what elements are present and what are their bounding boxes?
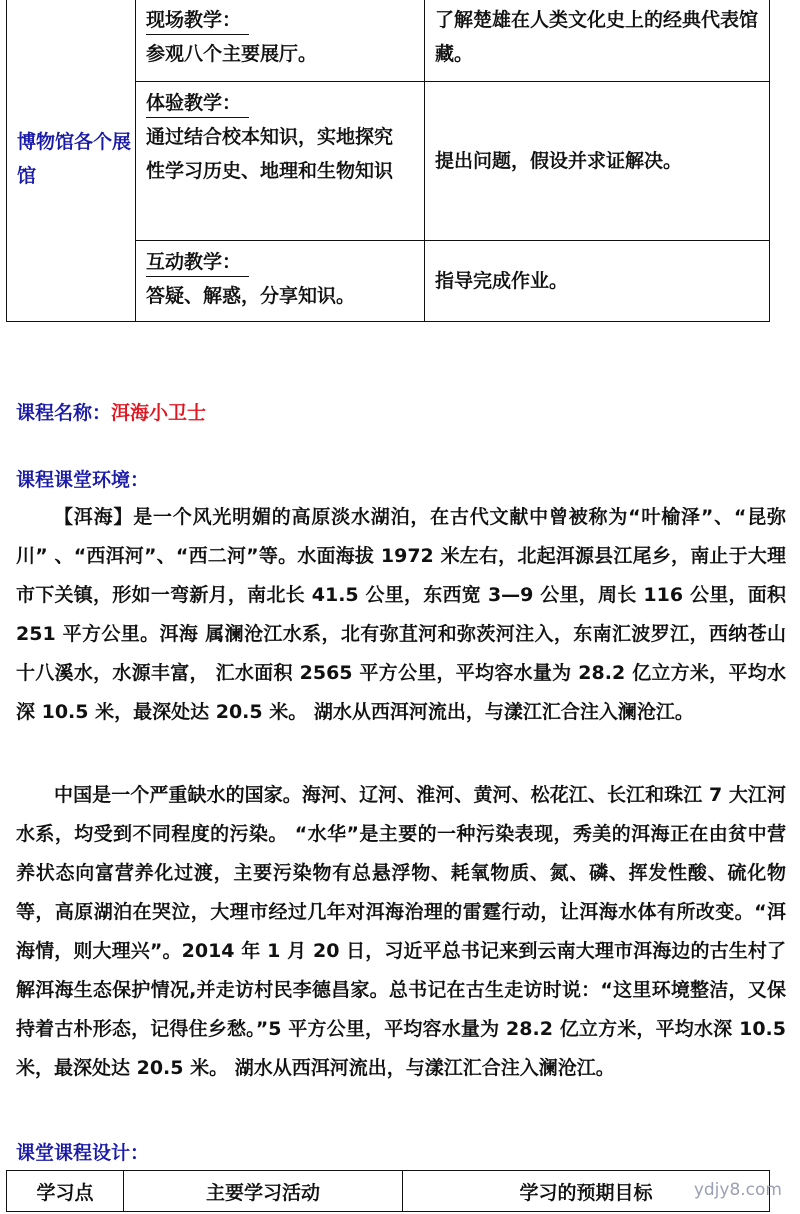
method-label: 互动教学：	[146, 248, 249, 277]
course-activity-table	[6, 0, 770, 322]
method-cell	[136, 241, 425, 322]
table-header-row	[7, 1171, 770, 1212]
paragraph-erhai-intro: 【洱海】是一个风光明媚的高原淡水湖泊，在古代文献中曾被称为“叶榆泽”、“昆弥川” 、“西洱河”、“西二河”等。水面海拔 1972 米左右，北起洱源县江尾乡，南止于大理市下关镇，形如一弯新月，南北长 41.5 公里，东西宽 3—9 公里，周长 116 公里，面积 251 平方公里。洱海 属澜沧江水系，北有弥苴河和弥茨河注入，东南汇波罗江，西纳苍山十八溪水，水源丰富， 汇水面积 2565 平方公里，平均容水量为 28.2 亿立方米，平均水深 10.5 米，最深处达 20.5 米。 湖水从西洱河流出，与漾江汇合注入澜沧江。	[16, 506, 786, 723]
course-name-heading	[16, 398, 206, 425]
paragraph-pollution: 中国是一个严重缺水的国家。海河、辽河、淮河、黄河、松花江、长江和珠江 7 大江河水系，均受到不同程度的污染。 “水华”是主要的一种污染表现，秀美的洱海正在由贫中营养状态向富营养化过渡，主要污染物有总悬浮物、耗氧物质、氮、磷、挥发性酸、硫化物等，高原湖泊在哭泣，大理市经过几年对洱海治理的雷霆行动，让洱海水体有所改变。“洱海情，则大理兴”。2014 年 1 月 20 日，习近平总书记来到云南大理市洱海边的古生村了解洱海生态保护情况,并走访村民李德昌家。总书记在古生走访时说：“这里环境整洁，又保持着古朴形态，记得住乡愁。”5 平方公里，平均容水量为 28.2 亿立方米，平均水深 10.5 米，最深处达 20.5 米。 湖水从西洱河流出，与漾江汇合注入澜沧江。	[16, 784, 786, 1079]
watermark: ydjy8.com	[693, 1180, 782, 1200]
environment-heading: 课程课堂环境：	[16, 469, 150, 491]
goal-cell	[425, 82, 770, 241]
course-design-table	[6, 1170, 770, 1212]
goal-cell	[425, 241, 770, 322]
method-cell	[136, 82, 425, 241]
goal-text: 了解楚雄在人类文化史上的经典代表馆藏。	[435, 9, 759, 65]
course-name-value: 洱海小卫士	[111, 402, 207, 424]
section-label-cell	[7, 0, 136, 322]
activity-text: 答疑、解惑，分享知识。	[146, 285, 356, 307]
header-learning-point: 学习点	[7, 1171, 124, 1212]
header-expected-goals: 学习的预期目标	[403, 1171, 770, 1212]
goal-text: 指导完成作业。	[435, 270, 569, 292]
design-heading: 课堂课程设计：	[16, 1142, 150, 1164]
method-label: 现场教学：	[146, 6, 249, 35]
table-row	[7, 0, 770, 82]
header-main-activities: 主要学习活动	[124, 1171, 403, 1212]
goal-text: 提出问题，假设并求证解决。	[435, 150, 683, 172]
method-label: 体验教学：	[146, 89, 249, 118]
method-cell	[136, 0, 425, 82]
section-label: 博物馆各个展馆	[17, 131, 132, 187]
course-name-label: 课程名称：	[16, 402, 112, 424]
activity-text: 通过结合校本知识，实地探究性学习历史、地理和生物知识	[146, 126, 394, 182]
goal-cell	[425, 0, 770, 82]
activity-text: 参观八个主要展厅。	[146, 43, 318, 65]
